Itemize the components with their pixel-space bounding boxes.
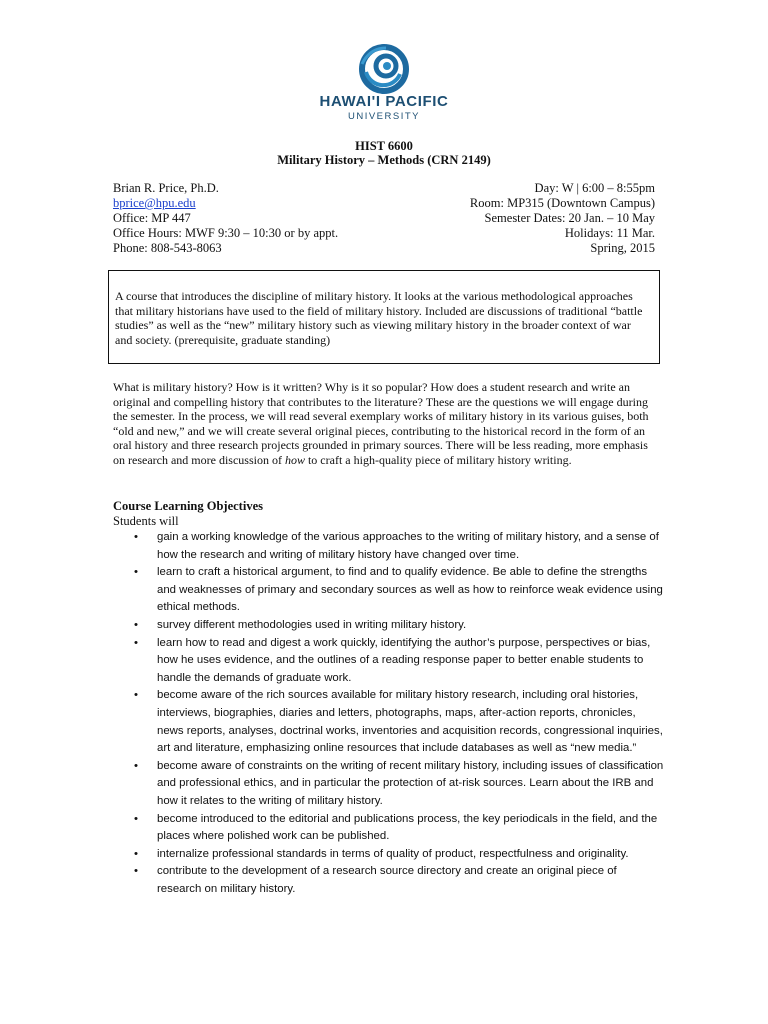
hpu-wave-logo-icon bbox=[356, 44, 412, 94]
course-code: HIST 6600 bbox=[355, 139, 413, 153]
list-item-text: internalize professional standards in terms of quality of product, respectfulness and originality. bbox=[157, 847, 629, 860]
intro-emphasis: how bbox=[284, 452, 305, 467]
bullet-icon: • bbox=[134, 865, 138, 878]
list-item bbox=[134, 635, 664, 688]
list-item bbox=[134, 846, 664, 864]
list-item-text: learn how to read and digest a work quickly, identifying the author’s purpose, perspectives or bias, how he uses evidence, and the outlines of a reading response paper to better enable students to handle the demands of graduate work. bbox=[157, 636, 651, 684]
list-item-text: gain a working knowledge of the various approaches to the writing of military history, and a sense of how the research and writing of military history have changed over time. bbox=[157, 531, 659, 561]
list-item-text: survey different methodologies used in writing military history. bbox=[157, 618, 467, 631]
bullet-icon: • bbox=[134, 847, 138, 860]
university-name: HAWAI'I PACIFIC bbox=[319, 93, 449, 110]
bullet-icon: • bbox=[134, 812, 138, 825]
office-hours: Office Hours: MWF 9:30 – 10:30 or by appt. bbox=[113, 226, 339, 240]
class-day-time: Day: W | 6:00 – 8:55pm bbox=[534, 181, 655, 195]
objectives-heading: Course Learning Objectives bbox=[113, 499, 263, 513]
phone-number: Phone: 808-543-8063 bbox=[113, 241, 222, 255]
list-item-text: become introduced to the editorial and publications process, the key periodicals in the field, and the places where polished work can be published. bbox=[157, 812, 658, 843]
schedule-info bbox=[470, 181, 655, 256]
bullet-icon: • bbox=[134, 566, 138, 579]
bullet-icon: • bbox=[134, 689, 138, 702]
intro-text-after: to craft a high-quality piece of military history writing. bbox=[304, 452, 572, 467]
list-item-text: learn to craft a historical argument, to find and to qualify evidence. Be able to define the strengths and weaknesses of primary and secondary sources as well as how to reinforce weak evidence using ethical methods. bbox=[157, 566, 663, 614]
instructor-email-link[interactable]: bprice@hpu.edu bbox=[113, 196, 196, 210]
bullet-icon: • bbox=[134, 759, 138, 772]
objectives-intro: Students will bbox=[113, 514, 179, 528]
bullet-icon: • bbox=[134, 531, 138, 543]
instructor-name: Brian R. Price, Ph.D. bbox=[113, 181, 219, 195]
course-description-box bbox=[108, 270, 660, 364]
semester-dates: Semester Dates: 20 Jan. – 10 May bbox=[484, 211, 655, 225]
holidays: Holidays: 11 Mar. bbox=[564, 226, 655, 240]
list-item bbox=[134, 758, 664, 811]
list-item bbox=[134, 529, 664, 564]
list-item bbox=[134, 811, 664, 846]
university-logo bbox=[0, 44, 768, 94]
list-item-text: become aware of the rich sources available for military history research, including oral histories, interviews, biographies, diaries and letters, photographs, maps, after-action reports, chronicles, news reports, analyses, doctrinal works, inventories and acquisition records, congressional inquiries, art and literature, emphasizing online resources that include databases as well as “new media.” bbox=[157, 689, 663, 755]
list-item-text: become aware of constraints on the writing of recent military history, including issues of classification and professional ethics, and in particular the protection of at-risk sources. Learn about the IRB and how it relates to the writing of military history. bbox=[157, 759, 664, 807]
objectives-list bbox=[134, 529, 664, 898]
office-location: Office: MP 447 bbox=[113, 211, 191, 225]
course-intro-paragraph bbox=[113, 380, 658, 468]
course-title: Military History – Methods (CRN 2149) bbox=[277, 153, 491, 167]
bullet-icon: • bbox=[134, 618, 138, 631]
list-item bbox=[134, 617, 664, 635]
list-item-text: contribute to the development of a research source directory and create an original piece of research on military history. bbox=[157, 865, 617, 895]
intro-text-before: What is military history? How is it written? Why is it so popular? How does a student research and write an original and compelling history that contributes to the literature? These are the questions we will engage during the semester. In the process, we will read several exemplary works of military history in its various guises, both “old and new,” and we will create several original pieces, contributing to the historical record in the form of an oral history and three research projects grounded in primary sources. There will be less reading, more emphasis on research and more discussion of bbox=[113, 380, 649, 467]
course-description: A course that introduces the discipline of military history. It looks at the various methodological approaches that military historians have used to the field of military history. Included are discussions of traditional “battle studies” as well as the “new” military history such as viewing military history in the broader context of war and society. (prerequisite, graduate standing) bbox=[115, 289, 643, 347]
term: Spring, 2015 bbox=[590, 241, 655, 255]
instructor-info bbox=[113, 181, 338, 256]
list-item bbox=[134, 863, 664, 898]
class-room: Room: MP315 (Downtown Campus) bbox=[469, 196, 655, 210]
list-item bbox=[134, 687, 664, 757]
list-item bbox=[134, 564, 664, 617]
university-subtitle: UNIVERSITY bbox=[347, 111, 420, 122]
bullet-icon: • bbox=[134, 636, 138, 649]
